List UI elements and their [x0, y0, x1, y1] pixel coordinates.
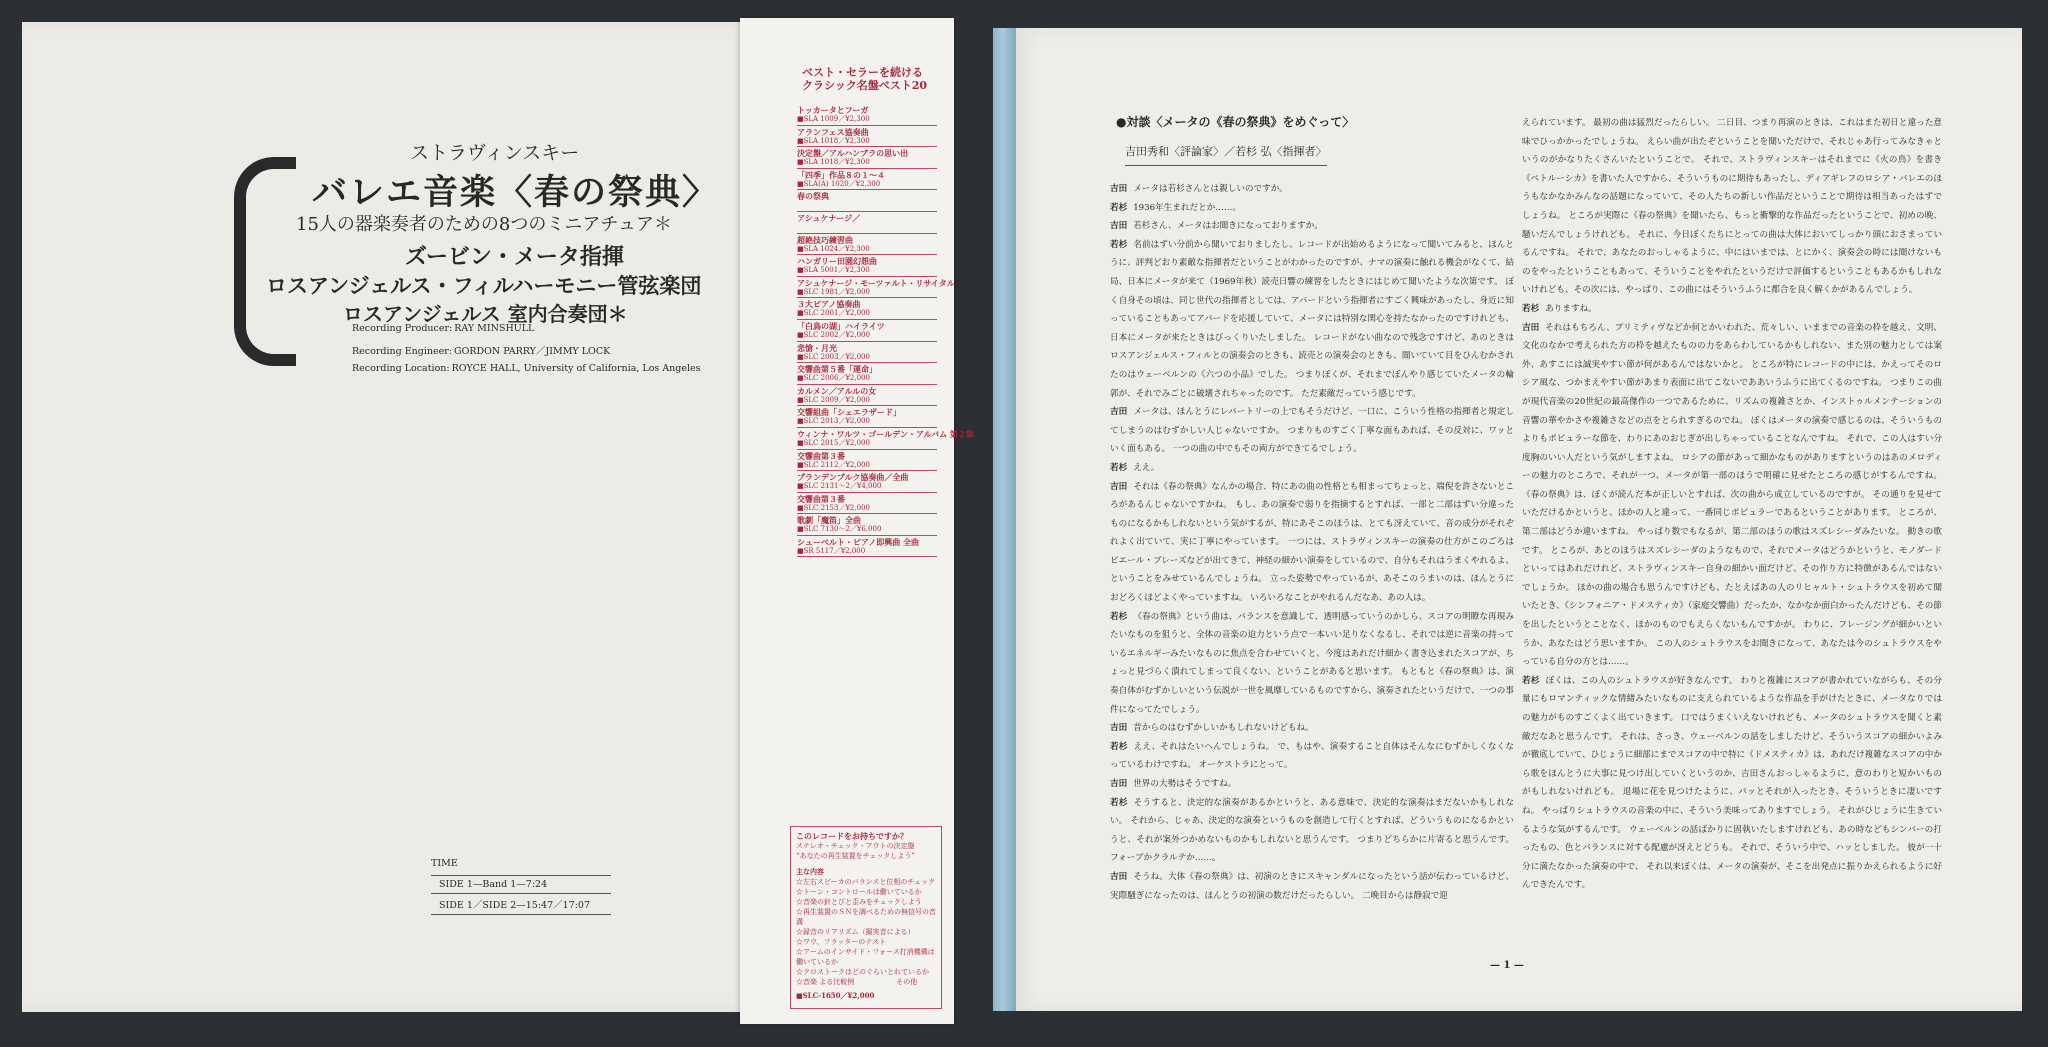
dialogue-text: 若杉さん、メータはお聞きになっておりますか。: [1133, 221, 1323, 232]
obi-box-line: ステレオ・チェック・アウトの決定盤: [796, 842, 915, 850]
dialogue-text: えられています。 最初の曲は猛烈だったらしい。 二日目、つまり再演のときは、これはまた初日と違った意味でひっかかったでしょうね。 えらい曲が出たぞということを聞いただけで、それじゃあ行ってみなきゃというのがかなりたくさんいたということで。 それで、ストラヴィンスキーはそれまでに《火の鳥》を書き《ペトルーシカ》を書いた人ですから、そういうものに期待もあったし、ディアギレフのロシア・バレエのほうもなかなかみんなの話題になっていて、その人たちの新しい作品だということで期待は相当あったはずでしょうね。 ところが実際に《春の祭典》を聞いたら、もっと衝撃的な作品だったということで、初めの晩、騒いだんでしょうけれども。 それに、今日ぼくたちにとっての曲は大体においてしっかり頭におさまっているんですね。 それで、あなたのおっしゃるように、中にはいまでは、とにかく、演奏会の時には聞けないものをやったということもあって、そういうことをやれたというだけで評価するということもあるかもしれないけれども、その次には、やっぱり、この曲にはそういうふうに都合を良く解くかがあるんでしょう。: [1522, 118, 1942, 296]
speaker-label: 若杉: [1110, 462, 1128, 473]
dialogue-text: ええ。: [1133, 462, 1160, 473]
album-subtitle: 15人の器楽奏者のための8つのミニアチュア＊: [296, 214, 672, 235]
speaker-label: 吉田: [1110, 871, 1128, 882]
dialogue-paragraph: [1110, 199, 1514, 218]
speaker-label: 吉田: [1110, 407, 1128, 418]
orchestra: ロスアンジェルス・フィルハーモニー管弦楽団: [266, 273, 702, 298]
obi-catalog-item: [797, 234, 937, 256]
liner-speakers: 吉田秀和〈評論家〉／若杉 弘〈指揮者〉: [1125, 143, 1327, 166]
obi-catalog-item: [797, 320, 937, 342]
liner-heading: ●対談〈メータの《春の祭典》をめぐって〉: [1116, 115, 1355, 129]
time-heading: TIME: [431, 858, 611, 876]
obi-box-content-line: ☆再生装置のＳＮを調べるための無信号の音溝: [796, 908, 936, 926]
liner-column-2: [1522, 114, 1942, 895]
obi-box-content-line: ☆ワウ、フラッターのテスト: [796, 938, 887, 946]
obi-item-catalog: ■SLC 2003／¥2,000: [797, 352, 870, 361]
obi-box-content-line: ☆左右スピーカのバランスと位相のチェック: [796, 878, 936, 886]
obi-item-catalog: ■SLC 2013／¥2,000: [797, 417, 870, 426]
obi-item-catalog: ■SLC 2001／¥2,000: [797, 309, 870, 318]
time-line: SIDE 1—Band 1—7:24: [431, 876, 611, 894]
obi-item-title: アシュケナージ・モーツァルト・リサイタル: [797, 277, 955, 288]
composer: ストラヴィンスキー: [410, 142, 580, 164]
obi-item-catalog: ■SLA 5001／¥2,300: [797, 266, 870, 275]
gatefold-spine: [993, 28, 1017, 1011]
credit-producer: Recording Producer: RAY MINSHULL: [352, 323, 535, 334]
obi-item-catalog: ■SLA 1018／¥2,300: [797, 158, 870, 167]
obi-catalog-item: [797, 126, 937, 148]
obi-item-title: ハンガリー田園幻想曲: [797, 256, 877, 267]
speaker-label: 若杉: [1110, 797, 1128, 808]
obi-item-title: ウィンナ・ワルツ・ゴールデン・アルバム 第２集: [797, 428, 974, 439]
obi-item-catalog: ■SLC 2153／¥2,000: [797, 503, 870, 512]
dialogue-text: メータは若杉さんとは親しいのですか。: [1133, 184, 1288, 194]
obi-catalog-item: [797, 406, 937, 428]
dialogue-paragraph: [1110, 217, 1514, 236]
dialogue-text: そうね。大体《春の祭典》は、初演のときにスキャンダルになったという話が伝わっているけど、実際騒ぎになったのは、ほんとうの初演の数だけだったらしい。 二晩目からは静寂で迎: [1110, 871, 1514, 901]
obi-item-title: ブランデンブルク協奏曲／全曲: [797, 472, 909, 483]
dialogue-text: それは《春の祭典》なんかの場合、特にあの曲の性格とも相まってちょっと、端倪を許さないところがあるんじゃないですかね。 もし、あの演奏で弱りを指摘するとすれば、一部と二部はずい分違ったものになるかもしれないという気がするが、特にあそこのほうは、とても冴えていて、音の成分がそれぞれよく出ていて、実に丁寧にやっています。 一つには、ストラヴィンスキーの演奏の仕方がこのごろはピエール・ブレーズなどが出てきて、神経の細かい演奏をしているので、自分もそれはうまくやれるよ、ということをみせているんでしょうね。 立った姿勢でやっているが、あそこのうまいのは、ほんとうにおどろくほどよくやっていますね。 いろいろなことがやれるんだなあ、あの人は。: [1110, 481, 1514, 604]
dialogue-paragraph: [1110, 236, 1514, 403]
obi-box-title: このレコードをお持ちですか？: [796, 831, 908, 841]
bracket-ornament: [234, 157, 296, 366]
album-title: バレエ音楽〈春の祭典〉: [312, 172, 720, 213]
credit-engineer: Recording Engineer: GORDON PARRY／JIMMY LOCK: [352, 346, 611, 357]
obi-item-title: アシュケナージ／: [797, 212, 861, 223]
obi-strip: [740, 18, 974, 1024]
speaker-label: 若杉: [1110, 741, 1128, 752]
dialogue-paragraph: [1110, 775, 1514, 794]
obi-item-title: 超絶技巧練習曲: [797, 234, 853, 245]
obi-item-catalog: ■SLC 1981／¥2,000: [797, 287, 870, 296]
page-number: — 1 —: [1490, 960, 1524, 971]
obi-catalog-item: [797, 385, 937, 407]
obi-catalog-item: [797, 277, 955, 299]
obi-item-catalog: ■SLA 1018／¥2,300: [797, 136, 870, 145]
obi-catalog-item: [797, 147, 937, 169]
obi-box-content-line: ☆録音のリアリズム（擬実音による）: [796, 928, 915, 936]
obi-item-title: 歌劇「魔笛」全曲: [797, 515, 861, 526]
obi-item-title: シューベルト・ピアノ即興曲 全曲: [797, 536, 919, 547]
obi-catalog-item: [797, 471, 937, 493]
speaker-label: 若杉: [1522, 675, 1540, 686]
time-line: SIDE 1／SIDE 2—15:47／17:07: [431, 894, 611, 915]
speaker-label: 若杉: [1110, 611, 1128, 622]
obi-item-title: 春の祭典: [797, 191, 829, 202]
obi-item-title: カルメン／アルルの女: [797, 385, 877, 396]
dialogue-paragraph: [1110, 868, 1514, 905]
dialogue-text: ありますね。: [1545, 303, 1597, 314]
obi-item-title: アランフェス協奏曲: [797, 126, 869, 137]
obi-item-title: 「白鳥の湖」ハイライツ: [797, 320, 885, 331]
obi-item-title: 悲愴・月光: [797, 342, 837, 353]
obi-catalog-item: [797, 255, 937, 277]
obi-item-title: 決定盤／アルハンブラの思い出: [797, 148, 909, 159]
speaker-label: 若杉: [1110, 239, 1128, 250]
dialogue-paragraph: [1110, 478, 1514, 608]
obi-catalog-item: [797, 493, 937, 515]
dialogue-text: 1936年生まれだとか……。: [1133, 202, 1242, 213]
dialogue-paragraph: [1110, 403, 1514, 459]
dialogue-paragraph: [1110, 459, 1514, 478]
obi-catalog-list: [797, 104, 974, 557]
obi-box-content-line: ☆音楽 よる比較例 その他: [796, 978, 918, 986]
dialogue-text: そうすると、決定的な演奏があるかというと、ある意味で、決定的な演奏はまだないかもしれない。 それから、じゃあ、決定的な演奏というものを創造して行くとすれば、どういうものになるかというと、それが案外つかめないものかもしれないと思うんです。 つまりどちらかに片寄ると思うんです。 フォーブかクラルテか……。: [1110, 797, 1514, 864]
obi-box-content-line: ☆クロストークはどのぐらいとれているか: [796, 968, 929, 976]
dialogue-paragraph: [1522, 319, 1942, 672]
obi-catalog-item: [797, 450, 937, 472]
dialogue-text: 名前はずい分前から聞いておりましたし、レコードが出始めるようになって聞いてみると、ほんとうに、評判どおり素敵な指揮者だということがわかったのですが、ナマの演奏に触れる機会がなくて、結局、日本にメータが来て（1969年秋）読売日響の練習をしたときにはじめて聞いたような次第です。 ぼく自身その頃は、同じ世代の指揮者としては、アバードという指揮者にすごく興味があったし、身近に知っていることもあってアバードを応援していて、メータには特別な関心を持たなかったのですけれども、日本にメータが来たときはびっくりいたしました。 レコードがない曲なので残念ですけど、あのときはロスアンジェルス・フィルとの演奏会のときも、読売との演奏会のときも、聞いていて目をひんむかされたのはウェーベルンの《六つの小品》でした。 つまりぼくが、それまでぼんやり感じていたメータの輪郭が、それでみごとに破壊されちゃったのです。 ただ素敵だっていう感じです。: [1110, 239, 1514, 399]
obi-item-catalog: ■SLC 2002／¥2,000: [797, 330, 870, 339]
dialogue-text: メータは、ほんとうにレパートリーの上でもそうだけど、一口に、こういう性格の指揮者と規定してしまうのはむずかしい人じゃないですか。 つまりものすごく丁寧な面もあれば、その反対に、ワッといく面もある。 一つの曲の中でもその両方ができてるでしょう。: [1110, 407, 1514, 455]
dialogue-paragraph: [1110, 180, 1514, 199]
obi-item-catalog: ■SLC 2015／¥2,000: [797, 438, 870, 447]
obi-box-contents: [796, 877, 936, 987]
obi-catalog-item: [797, 536, 937, 558]
obi-catalog-item: [797, 428, 974, 450]
obi-box-price: ■SLC-1650／¥2,000: [796, 991, 875, 1000]
obi-catalog-item: [797, 363, 937, 385]
obi-item-catalog: ■SLA 1024／¥2,300: [797, 244, 870, 253]
liner-column-1: [1110, 180, 1514, 905]
dialogue-paragraph: [1110, 794, 1514, 868]
obi-catalog-item: [797, 298, 937, 320]
obi-catalog-item: [797, 104, 937, 126]
speaker-label: 吉田: [1110, 481, 1128, 492]
dialogue-paragraph: [1110, 719, 1514, 738]
time-table: [431, 858, 611, 915]
speaker-label: 吉田: [1110, 221, 1128, 232]
speaker-label: 吉田: [1110, 779, 1128, 789]
obi-box-line: “あなたの再生装置をチェックしよう”: [796, 852, 915, 860]
ensemble: ロスアンジェルス 室内合奏団＊: [343, 302, 628, 326]
obi-item-title: 「四季」作品８の１〜４: [797, 169, 885, 180]
obi-box-content-line: ☆トーン・コントロールは働いているか: [796, 888, 922, 896]
obi-item-title: 交響曲第３番: [797, 450, 845, 461]
dialogue-text: 世界の大勢はそうですね。: [1133, 779, 1237, 789]
obi-catalog-item: [797, 514, 937, 536]
obi-item-title: 交響組曲「シェエラザード」: [797, 407, 901, 418]
obi-catalog-item: [797, 169, 937, 191]
obi-box-content-line: ☆音楽の針とびと歪みをチェックしよう: [796, 898, 922, 906]
obi-catalog-item: [797, 190, 937, 212]
obi-catalog-item: [797, 212, 937, 234]
speaker-label: 吉田: [1110, 184, 1128, 194]
dialogue-text: ぼくは、この人のシュトラウスが好きなんです。 わりと複雑にスコアが書かれていながらも、その分量にもロマンティックな情緒みたいなものに支えられているような作品を手がけたときに、メータなりではの魅力がものすごくよく出ていきます。 口ではうまくいえないけれども、メータのシュトラウスを聞くと素敵だなあと思うんです。 それは、さっき、ウェーベルンの話をしましたけど、そういうスコアの細かいよみが徹底していて、ひじょうに細部にまでスコアの中で特に《ドメスティカ》は、あれだけ複雑なスコアの中から歌をほんとうに大事に見つけ出していくというのか、吉田さんおっしゃるように、意のわりと短かいものがもしれないけれども。 退場に花を見つけたように、パッとそれが入ったとき、そういうときに凄いですね。 やっぱりシュトラウスの音楽の中に、そういう美味ってありますでしょう。 それがひじょうに生きているような気がするんです。 ウェーベルンの話ばかりに固執いたしますけれども、あの時などもシンバーの打ったもの、色とバランスに対する配慮が冴えとどうも。 それで、そういう中で、ハッとしました。 彼が一十分に満たなかった演奏の中で、 それ以来ぼくは、メータの演奏が、そこを出発点に振りかえられるように好んできたんです。: [1522, 675, 1942, 891]
dialogue-paragraph: [1522, 672, 1942, 895]
dialogue-paragraph: [1110, 608, 1514, 720]
obi-check-record-box: [790, 826, 942, 1009]
obi-item-catalog: ■SLA(A) 1020／¥2,300: [797, 179, 881, 188]
obi-item-catalog: ■SLA 1009／¥2,300: [797, 115, 870, 123]
obi-item-catalog: ■SLC 2131〜2／¥4,000: [797, 482, 882, 491]
obi-item-title: トッカータとフーガ: [797, 105, 869, 115]
obi-item-title: 交響曲第３番: [797, 493, 845, 504]
obi-item-title: 交響曲第５番「運命」: [797, 364, 877, 375]
speaker-label: 若杉: [1110, 202, 1128, 213]
credit-location: Recording Location: ROYCE HALL, University of California, Los Angeles: [352, 363, 701, 374]
dialogue-text: ええ、それはたいへんでしょうね。 で、もはや、演奏すること自体はそんなにむずかしくなくなっているわけですね。 オーケストラにとって。: [1110, 741, 1514, 771]
conductor: ズービン・メータ指揮: [405, 244, 624, 270]
dialogue-paragraph: [1522, 300, 1942, 319]
obi-item-catalog: ■SLC 2112／¥2,000: [797, 460, 870, 469]
obi-item-catalog: ■SR 5117／¥2,000: [797, 546, 866, 555]
speaker-label: 若杉: [1522, 303, 1540, 314]
obi-box-content-line: ☆アームのインサイド・フォース打消機構は働いているか: [796, 948, 935, 966]
obi-item-catalog: ■SLC 2009／¥2,000: [797, 395, 870, 404]
obi-box-section: 主な内容: [796, 867, 824, 876]
dialogue-text: 《春の祭典》という曲は、バランスを意識して、透明感っていうのかしら、スコアの明瞭な再現みたいなものを狙うと、全体の音楽の迫力という点で一本いい足りなくなるし、それでは逆に音楽の持っているエネルギーみたいなものに焦点を合わせていくと、今度はあれだけ細かく書き込まれたスコアが、ちょっと見づらく潰れてしまって良くない、ということがあると思います。 もともと《春の祭典》は、演奏自体がむずかしいという伝説が一世を風靡しているものですから、演奏されたというだけで、一つの事件になってたでしょう。: [1110, 611, 1514, 715]
dialogue-text: 昔からのはむずかしいかもしれないけどもね。: [1133, 723, 1314, 734]
dialogue-paragraph: [1522, 114, 1942, 300]
speaker-label: 吉田: [1110, 723, 1128, 734]
obi-heading: ベスト・セラーを続ける クラシック名盤ベスト20: [802, 66, 928, 92]
speaker-label: 吉田: [1522, 322, 1540, 333]
obi-item-catalog: ■SLC 2006／¥2,000: [797, 374, 870, 383]
obi-item-catalog: ■SLC 7130〜2／¥6,000: [797, 525, 882, 534]
obi-catalog-item: [797, 342, 937, 364]
obi-item-title: ３大ピアノ協奏曲: [797, 299, 861, 310]
dialogue-paragraph: [1110, 738, 1514, 775]
dialogue-text: それはもちろん、プリミティヴなどか何とかいわれた、荒々しい、いままでの音楽の枠を越え、文明、文化のなかで考えられた方の枠を越えたものの力をあらわしているかもしれない、また別の魅力としては案外、あすこには誠実やすい節が何があるんではないかと。 ところが特にレコードの中には、かえってそのロシア風な、つかまえやすい節があまり表面に出てこないでああいうふうに出てくるのですね。 つまりこの曲が現代音楽の20世紀の最高傑作の一つであるために、リズムの複雑さとか、インストゥルメンテーションの音響の華やかさや複雑さなどの点をとられすぎるのでね。 ぼくはメータの演奏で感じるのは、そういうものよりもポピュラーな節を、わりにあのおじぎが出しちゃっていることなんですね。 それで、この人はすい分度胸のいい人だという気がしますよね。 ロシアの節があって細かなものがありますというのはあのメロディーの魅力のところで、それが一つ、メータが第一部のほうで明確に見せたところの感じがするんですね。 《春の祭典》は、ぼくが読んだ本が正しいとすれば、次の曲から成立しているのですが。 その通りを見せていただけるかというと、ほかの人と違って、一番同じポピュラーであるということがあります。 ところが、第二部はどうか違いますね。 やっぱり数でもなるが、第二部のほうの歌はスズレシーダみたいな。 動きの歌です。 ところが、あとのほうはスズレシーダのようなもので、それでメータはどうかというと、モノダードといってはあれだけれど、ストラヴィンスキー自身の細かい面だけど、その作り方に特徴があるんではないでしょうか。 ほかの曲の場合も思うんですけども、たとえばあの人のリヒャルト・シュトラウスを初めて聞いたとき、《シンフォニア・ドメスティカ》（家庭交響曲）だったか、なかなか面白かったんだけども、その節を出したというとことなく、ほかのものでもえらくないもんですかが。 わりに、フレージングが細かいというか、あなたはどう思いますか。 この人のシュトラウスをお聞きになって、あなたは今のシュトラウスをやっている自分の方とは……。: [1522, 322, 1942, 668]
